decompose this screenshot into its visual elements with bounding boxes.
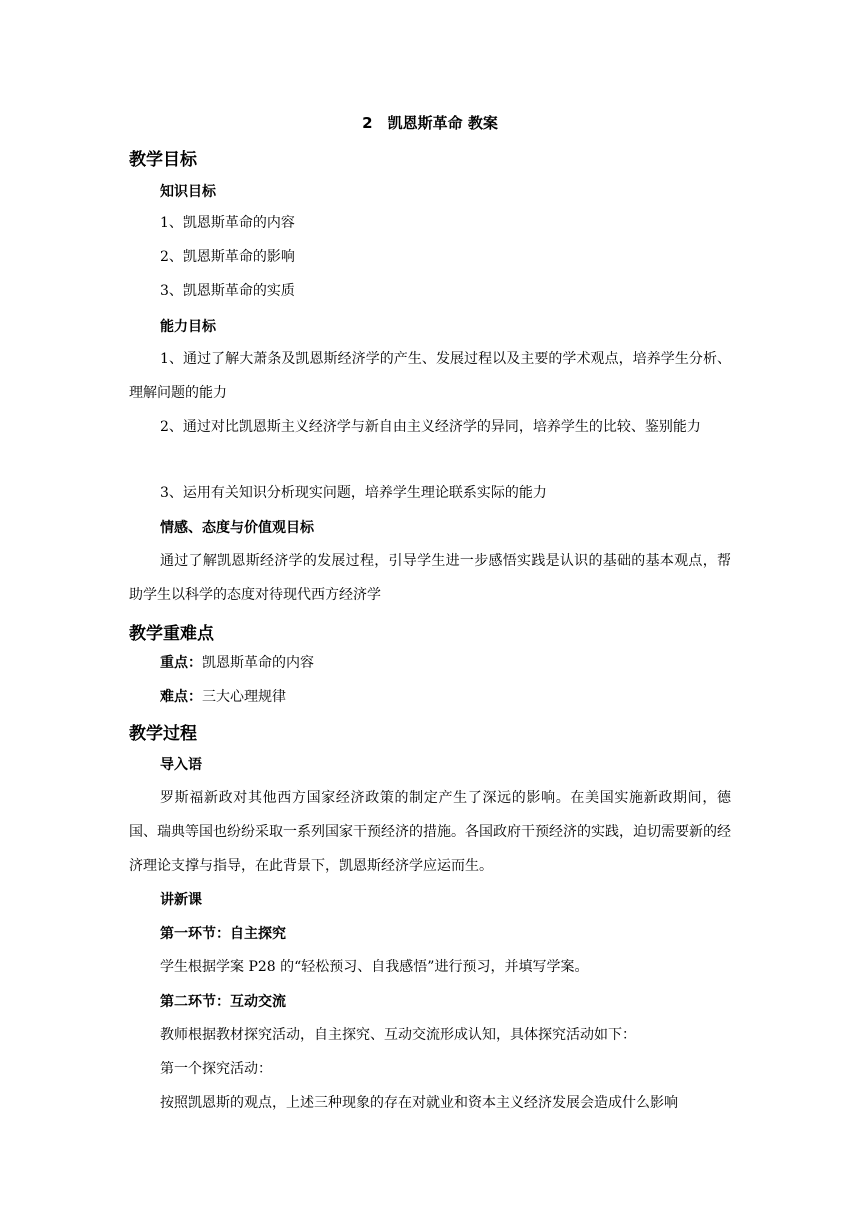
key-point	[160, 653, 314, 673]
knowledge-goal-item: 3、凯恩斯革命的实质	[160, 283, 295, 299]
knowledge-goal-item: 2、凯恩斯革命的影响	[160, 249, 295, 265]
step1-heading: 第一环节：自主探究	[160, 926, 286, 942]
step2-text: 教师根据教材探究活动，自主探究、互动交流形成认知，具体探究活动如下：	[160, 1027, 636, 1043]
step1-text: 学生根据学案 P28 的“轻松预习、自我感悟”进行预习，并填写学案。	[160, 959, 589, 975]
document-title: 2 凯恩斯革命 教案	[362, 114, 498, 132]
key-point-text: 凯恩斯革命的内容	[202, 655, 314, 671]
ability-goal-item: 3、运用有关知识分析现实问题，培养学生理论联系实际的能力	[160, 485, 547, 501]
intro-text: 罗斯福新政对其他西方国家经济政策的制定产生了深远的影响。在美国实施新政期间，德国、瑞典等国也纷纷采取一系列国家干预经济的措施。各国政府干预经济的实践，迫切需要新的经济理论支撑与指导，在此背景下，凯恩斯经济学应运而生。	[129, 790, 731, 874]
ability-goal-item: 1、通过了解大萧条及凯恩斯经济学的产生、发展过程以及主要的学术观点，培养学生分析、理解问题的能力	[129, 351, 731, 401]
activity1-question: 按照凯恩斯的观点，上述三种现象的存在对就业和资本主义经济发展会造成什么影响	[160, 1095, 678, 1111]
difficult-point-text: 三大心理规律	[202, 689, 286, 705]
key-point-label: 重点：	[160, 655, 202, 671]
difficult-point-label: 难点：	[160, 689, 202, 705]
section-teaching-goals-heading: 教学目标	[129, 150, 197, 170]
emotion-goals-heading: 情感、态度与价值观目标	[160, 520, 314, 536]
section-teaching-process-heading: 教学过程	[129, 724, 197, 744]
activity1-label: 第一个探究活动：	[160, 1061, 272, 1077]
knowledge-goals-heading: 知识目标	[160, 184, 216, 200]
new-lesson-heading: 讲新课	[160, 892, 202, 908]
ability-goal-item: 2、通过对比凯恩斯主义经济学与新自由主义经济学的异同，培养学生的比较、鉴别能力	[160, 419, 701, 435]
intro-heading: 导入语	[160, 757, 202, 773]
section-key-difficult-points-heading: 教学重难点	[129, 624, 214, 644]
knowledge-goal-item: 1、凯恩斯革命的内容	[160, 215, 295, 231]
ability-goals-heading: 能力目标	[160, 319, 216, 335]
difficult-point	[160, 687, 286, 707]
step2-heading: 第二环节：互动交流	[160, 994, 286, 1010]
emotion-goal-text: 通过了解凯恩斯经济学的发展过程，引导学生进一步感悟实践是认识的基础的基本观点，帮助学生以科学的态度对待现代西方经济学	[129, 553, 731, 603]
